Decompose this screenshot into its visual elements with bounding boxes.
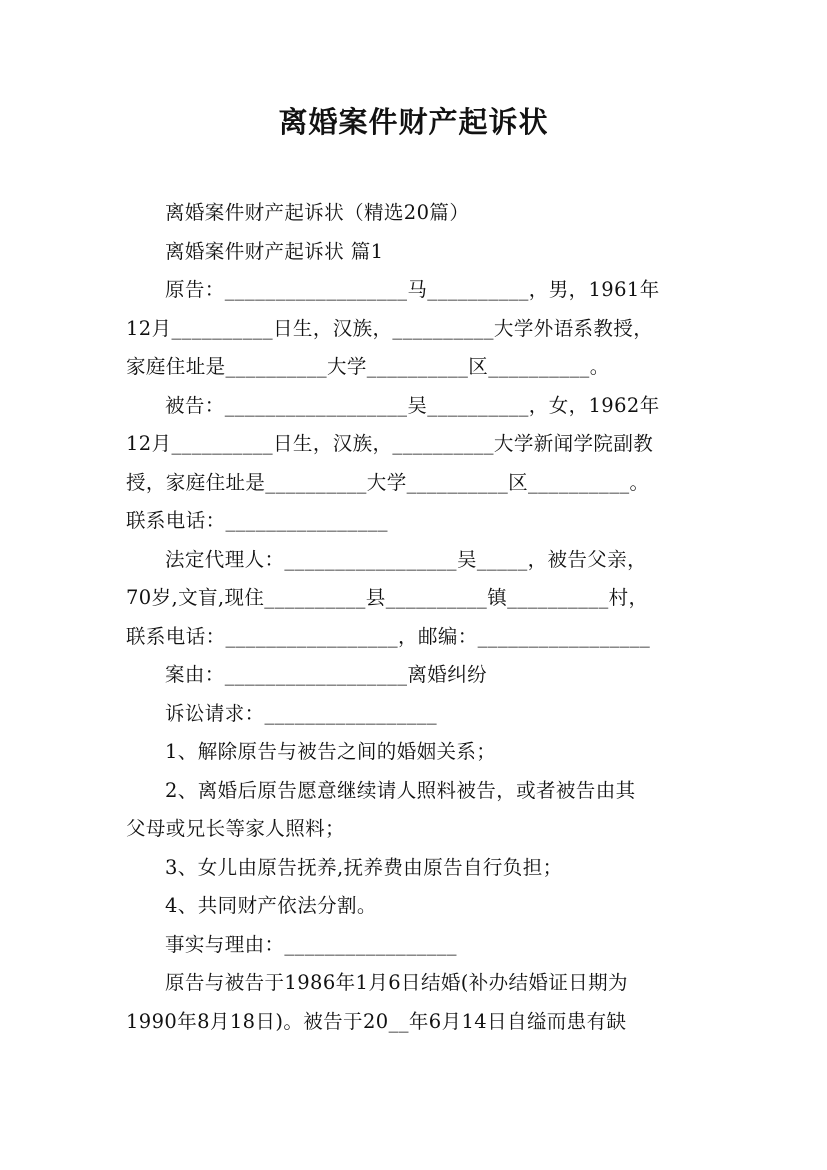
defendant-line-3: 授，家庭住址是__________大学__________区__________。 xyxy=(126,470,650,494)
plaintiff-line-3: 家庭住址是__________大学__________区__________。 xyxy=(126,355,610,378)
claim-2-line-1: 2、离婚后原告愿意继续请人照料被告，或者被告由其 xyxy=(165,778,636,802)
defendant-line-2: 12月__________日生，汉族，__________大学新闻学院副教 xyxy=(126,432,654,455)
defendant-line-1: 被告：__________________吴__________，女，1962年 xyxy=(165,393,660,417)
agent-line-3: 联系电话：_________________，邮编：_________________ xyxy=(126,624,651,648)
claim-1: 1、解除原告与被告之间的婚姻关系； xyxy=(165,740,497,763)
defendant-line-4: 联系电话：________________ xyxy=(126,509,388,532)
facts-line-2: 1990年8月18日)。被告于20__年6月14日自缢而患有缺 xyxy=(126,1009,627,1033)
plaintiff-line-2: 12月__________日生，汉族，__________大学外语系教授， xyxy=(126,316,654,340)
claim-2-line-2: 父母或兄长等家人照料； xyxy=(126,817,345,840)
subtitle: 离婚案件财产起诉状（精选20篇） xyxy=(165,201,470,224)
document-title: 离婚案件财产起诉状 xyxy=(278,105,549,139)
claims-heading: 诉讼请求：_________________ xyxy=(165,701,438,725)
cause-line: 案由：__________________离婚纠纷 xyxy=(165,663,487,686)
agent-line-2: 70岁,文盲,现住__________县__________镇__________村， xyxy=(126,586,649,609)
facts-heading: 事实与理由：_________________ xyxy=(165,932,457,956)
claim-4: 4、共同财产依法分割。 xyxy=(165,894,377,917)
claim-3: 3、女儿由原告抚养,抚养费由原告自行负担； xyxy=(165,855,563,879)
agent-line-1: 法定代理人：_________________吴_____，被告父亲， xyxy=(165,547,647,571)
facts-line-1: 原告与被告于1986年1月6日结婚(补办结婚证日期为 xyxy=(165,971,628,994)
section-heading: 离婚案件财产起诉状 篇1 xyxy=(165,239,384,263)
plaintiff-line-1: 原告：__________________马__________，男，1961年 xyxy=(165,278,660,301)
document-body xyxy=(126,194,706,1041)
